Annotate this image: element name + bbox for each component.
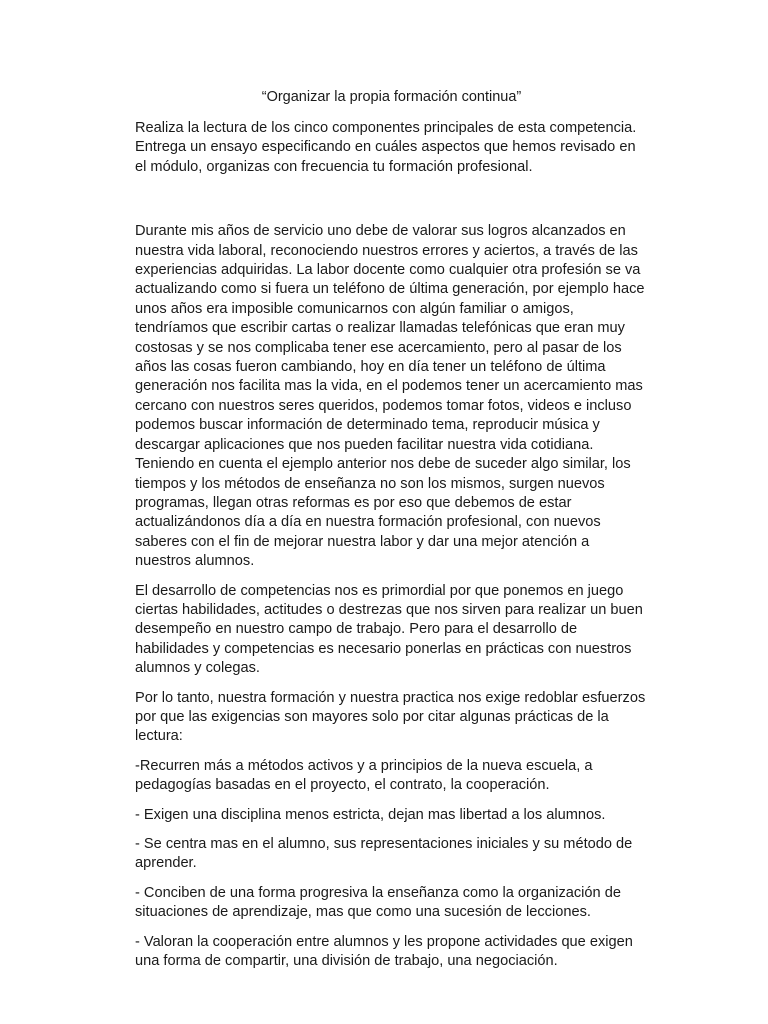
list-item-4: - Conciben de una forma progresiva la enseñanza como la organización de situaciones de aprendizaje, mas que como una sucesión de lecciones. — [135, 884, 621, 921]
list-item-3: - Se centra mas en el alumno, sus representaciones iniciales y su método de aprender. — [135, 836, 633, 872]
list-item-5: - Valoran la cooperación entre alumnos y les propone actividades que exigen una forma de compartir, una división de trabajo, una negociación. — [135, 933, 633, 970]
list-item-1: -Recurren más a métodos activos y a principios de la nueva escuela, a pedagogías basadas en el proyecto, el contrato, la cooperación. — [135, 757, 593, 794]
instructions-paragraph: Realiza la lectura de los cinco componentes principales de esta competencia. Entrega un ensayo especificando en cuáles aspectos que hemos revisado en el módulo, organizas con frecuencia tu formación profesional. — [135, 120, 637, 175]
body-paragraph-1: Durante mis años de servicio uno debe de valorar sus logros alcanzados en nuestra vida laboral, reconociendo nuestros errores y aciertos, a través de las experiencias adquiridas. La labor docente como cualquier otra profesión se va actualizando como si fuera un teléfono de última generación, por ejemplo hace unos años era imposible comunicarnos con algún familiar o amigos, tendríamos que escribir cartas o realizar llamadas telefónicas que eran muy costosas y se nos complicaba tener ese acercamiento, pero al pasar de los años las cosas fueron cambiando, hoy en día tener un teléfono de última generación nos facilita mas la vida, en el podemos tener un acercamiento mas cercano con nuestros seres queridos, podemos tomar fotos, videos e incluso podemos buscar información de determinado tema, reproducir música y descargar aplicaciones que nos pueden facilitar nuestra vida cotidiana. Teniendo en cuenta el ejemplo anterior nos debe de suceder algo similar, los tiempos y los métodos de enseñanza no son los mismos, surgen nuevos programas, llegan otras reformas es por eso que debemos de estar actualizándonos día a día en nuestra formación profesional, con nuevos saberes con el fin de mejorar nuestra labor y dar una mejor atención a nuestros alumnos. — [135, 223, 645, 570]
list-item-2: - Exigen una disciplina menos estricta, dejan mas libertad a los alumnos. — [135, 806, 606, 823]
body-paragraph-2: El desarrollo de competencias nos es primordial por que ponemos en juego ciertas habilidades, actitudes o destrezas que nos sirven para realizar un buen desempeño en nuestro campo de trabajo. Pero para el desarrollo de habilidades y competencias es necesario ponerlas en prácticas con nuestros alumnos y colegas. — [135, 582, 643, 677]
document-title: “Organizar la propia formación continua” — [261, 89, 522, 105]
body-paragraph-3: Por lo tanto, nuestra formación y nuestra practica nos exige redoblar esfuerzos por que las exigencias son mayores solo por citar algunas prácticas de la lectura: — [135, 689, 646, 745]
